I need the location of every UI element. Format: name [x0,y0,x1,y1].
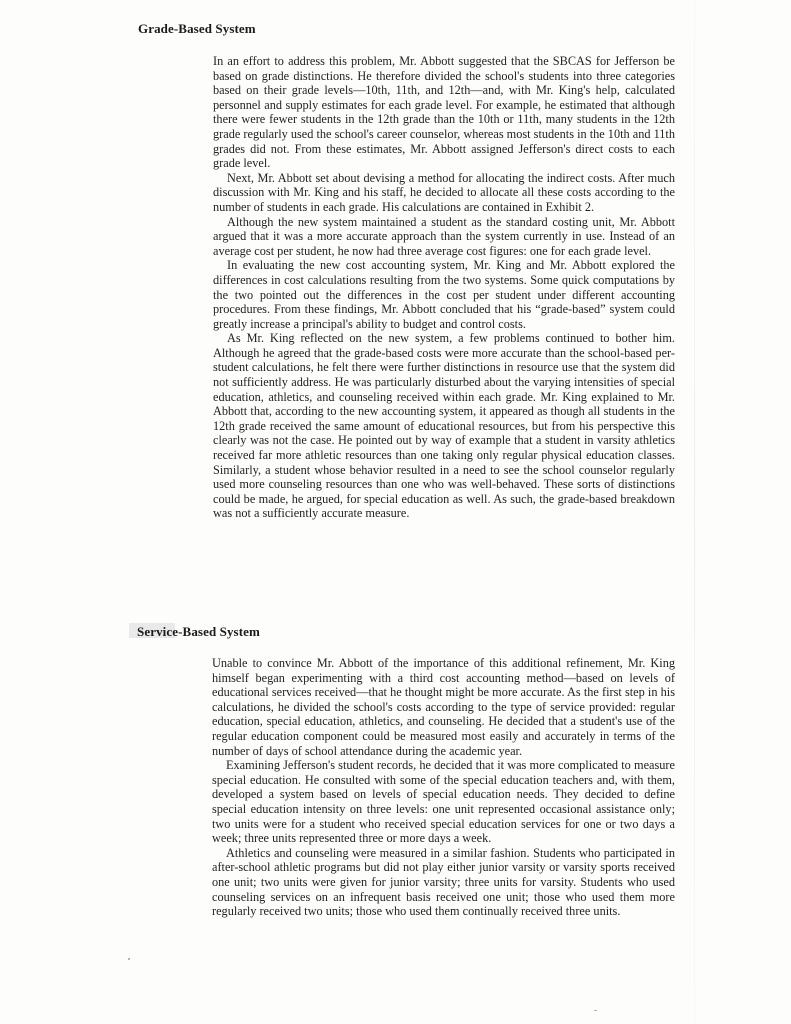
paragraph: Examining Jefferson's student records, he decided that it was more complicated to measure special education. He consulted with some of the special education teachers and, with them, developed a system based on levels of special education needs. They decided to define special education intensity on three levels: one unit represented occasional assistance only; two units were for a student who received special education services for one or two days a week; three units represented three or more days a week. [212,758,675,846]
paragraph: Athletics and counseling were measured in a similar fashion. Students who participated in after-school athletic programs but did not play either junior varsity or varsity sports received one unit; two units were given for junior varsity; three units for varsity. Students who used counseling services on an infrequent basis received one unit; those who used them more regularly received two units; those who used them continually received three units. [212,845,675,919]
paragraph: Next, Mr. Abbott set about devising a method for allocating the indirect costs. After much discussion with Mr. King and his staff, he decided to allocate all these costs according to the number of students in each grade. His calculations are contained in Exhibit 2. [213,170,675,214]
section-heading-service-based [137,624,260,640]
scan-edge-shadow [694,0,695,1024]
section-heading-grade-based [138,21,256,37]
section-heading-text: Grade-Based System [138,21,256,36]
paragraph: In evaluating the new cost accounting system, Mr. King and Mr. Abbott explored the differences in cost calculations resulting from the two systems. Some quick computations by the two pointed out the differences in the cost per student under different accounting procedures. From these findings, Mr. Abbott concluded that his “grade-based” system could greatly increase a principal's ability to budget and control costs. [213,258,675,331]
scan-speck [594,1010,597,1011]
paragraph: In an effort to address this problem, Mr. Abbott suggested that the SBCAS for Jefferson be based on grade distinctions. He therefore divided the school's students into three categories based on their grade levels—10th, 11th, and 12th—and, with Mr. King's help, calculated personnel and supply estimates for each grade level. For example, he estimated that although there were fewer students in the 12th grade than the 10th or 11th, many students in the 12th grade regularly used the school's career counselor, whereas most students in the 10th and 11th grades did not. From these estimates, Mr. Abbott assigned Jefferson's direct costs to each grade level. [213,54,675,171]
section-body-grade-based [213,54,675,521]
paragraph: Although the new system maintained a student as the standard costing unit, Mr. Abbott argued that it was a more accurate approach than the system currently in use. Instead of an average cost per student, he now had three average cost figures: one for each grade level. [213,214,675,258]
paragraph: Unable to convince Mr. Abbott of the importance of this additional refinement, Mr. King himself began experimenting with a third cost accounting method—based on levels of educational services received—that he thought might be more accurate. As the first step in his calculations, he divided the school's costs according to the type of service provided: regular education, special education, athletics, and counseling. He decided that a student's use of the regular education component could be measured most easily and accurately in terms of the number of days of school attendance during the academic year. [212,656,675,758]
paragraph: As Mr. King reflected on the new system, a few problems continued to bother him. Although he agreed that the grade-based costs were more accurate than the school-based per-student calculations, he felt there were further distinctions in resource use that the system did not sufficiently address. He was particularly disturbed about the varying intensities of special education, athletics, and counseling received within each grade. Mr. King explained to Mr. Abbott that, according to the new accounting system, it appeared as though all students in the 12th grade received the same amount of educational resources, but from his perspective this clearly was not the case. He pointed out by way of example that a student in varsity athletics received far more athletic resources than one taking only regular physical education classes. Similarly, a student whose behavior resulted in a need to see the school counselor regularly used more counseling resources than one who was well-behaved. These sorts of distinctions could be made, he argued, for special education as well. As such, the grade-based breakdown was not a sufficiently accurate measure. [213,331,675,521]
section-body-service-based [212,656,675,919]
section-heading-text: Service-Based System [137,624,260,639]
scan-speck [128,958,130,960]
